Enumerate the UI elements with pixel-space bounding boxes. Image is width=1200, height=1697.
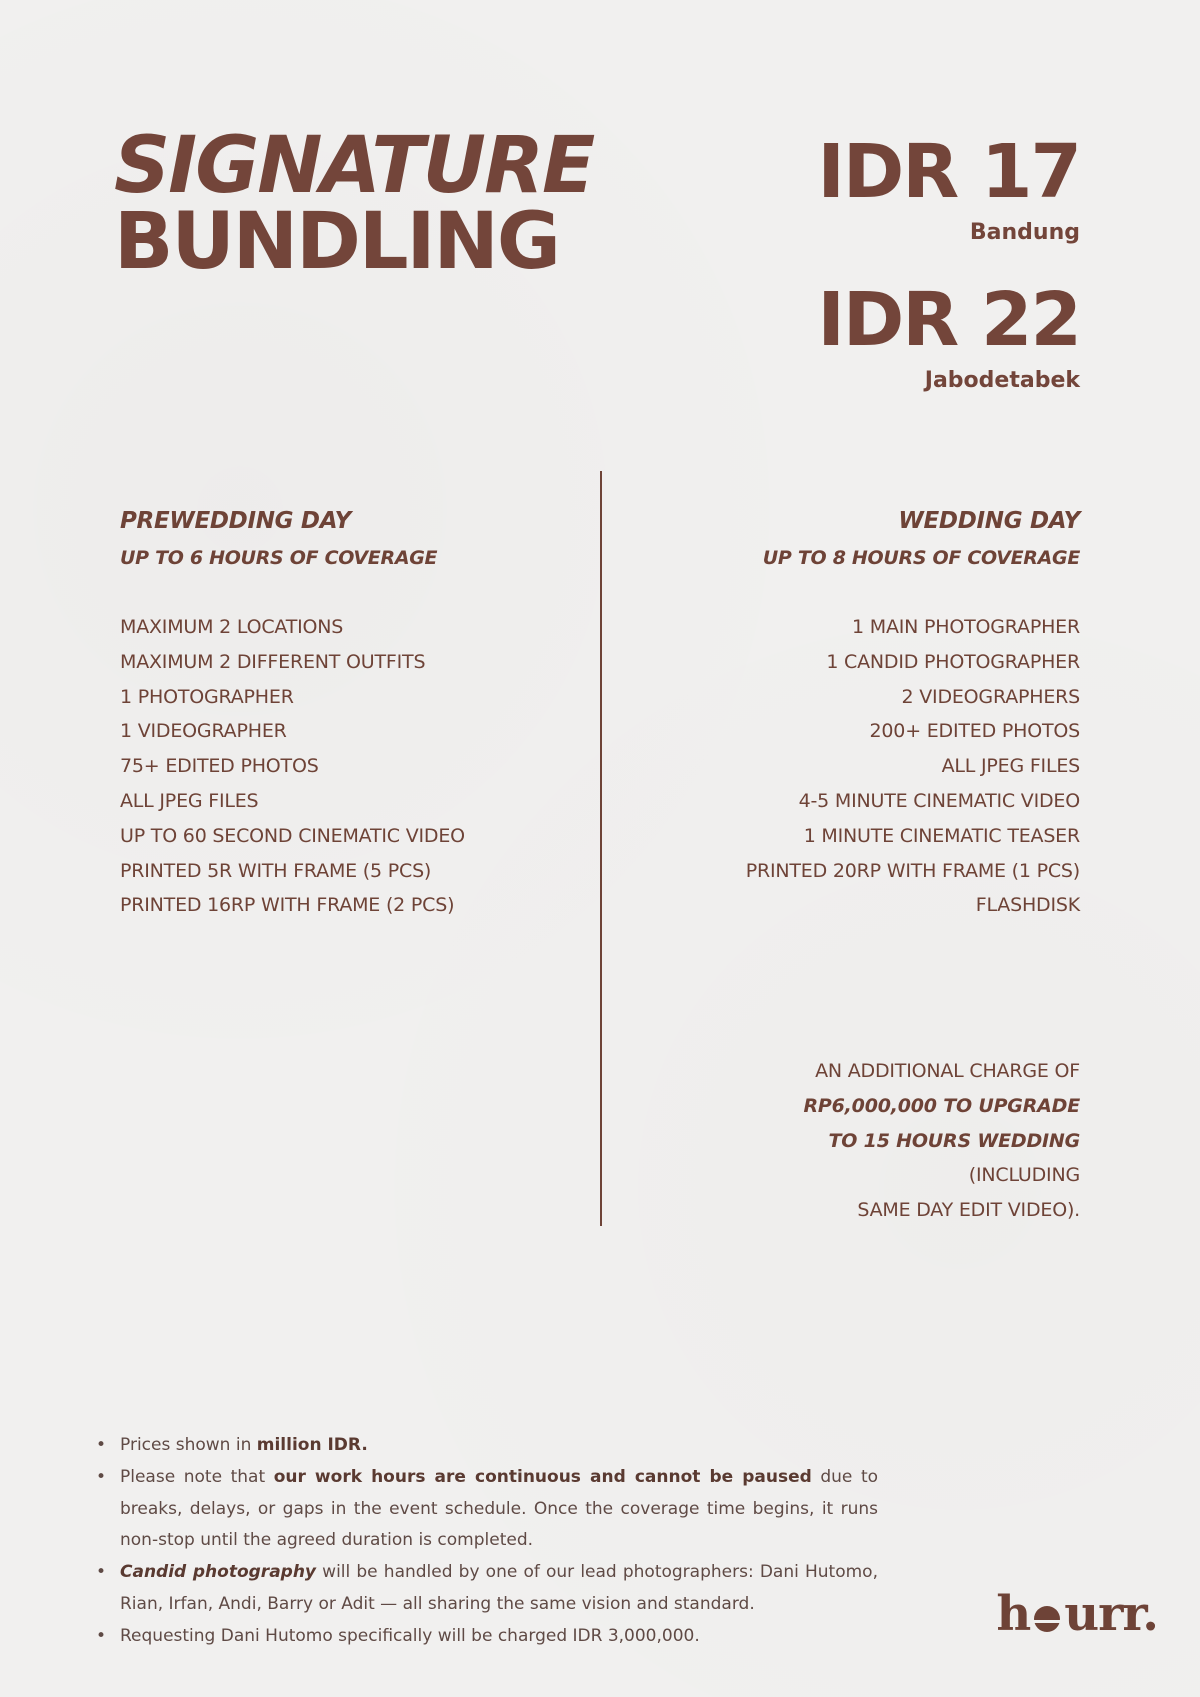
note-text: Prices shown in [120, 1435, 257, 1455]
note-text: Requesting Dani Hutomo specifically will be charged IDR 3,000,000. [120, 1625, 700, 1646]
price-region: Bandung [969, 220, 1080, 245]
upgrade-hours: TO 15 HOURS WEDDING [828, 1129, 1080, 1152]
list-item: 1 VIDEOGRAPHER [120, 720, 287, 743]
logo-text-start: h [996, 1586, 1031, 1642]
price-amount: IDR 22 [817, 277, 1080, 363]
list-item: MAXIMUM 2 DIFFERENT OUTFITS [120, 650, 426, 673]
list-item: ALL JPEG FILES [941, 755, 1080, 778]
list-item: 2 VIDEOGRAPHERS [901, 685, 1080, 708]
list-item: PRINTED 16RP WITH FRAME (2 PCS) [120, 894, 455, 917]
price-region: Jabodetabek [924, 368, 1080, 393]
upgrade-note [640, 1054, 1080, 1228]
price-jabodetabek [817, 277, 1080, 393]
sun-horizon-icon [1032, 1590, 1062, 1620]
note-bold: million IDR. [256, 1435, 368, 1455]
upgrade-line: AN ADDITIONAL CHARGE OF [815, 1060, 1080, 1082]
logo-text-end: urr. [1064, 1586, 1158, 1642]
list-item: 75+ EDITED PHOTOS [120, 755, 319, 778]
list-item: PRINTED 5R WITH FRAME (5 PCS) [120, 859, 432, 882]
prewedding-features [120, 610, 560, 923]
upgrade-line: SAME DAY EDIT VIDEO). [857, 1199, 1080, 1222]
list-item: ALL JPEG FILES [120, 789, 259, 812]
wedding-section [640, 505, 1080, 923]
list-item: 1 MINUTE CINEMATIC TEASER [803, 824, 1080, 847]
note-work-hours [92, 1462, 878, 1557]
list-item: FLASHDISK [975, 894, 1080, 917]
list-item: UP TO 60 SECOND CINEMATIC VIDEO [120, 824, 465, 847]
note-text: will be handled by one of our lead photographers: Dani Hutomo, Rian, Irfan, Andi, Barry or Adit — all sharing the same vision and standard. [120, 1562, 878, 1614]
list-item: MAXIMUM 2 LOCATIONS [120, 616, 344, 638]
price-bandung [817, 129, 1080, 245]
wedding-features [640, 610, 1080, 923]
prewedding-section [120, 505, 560, 923]
list-item: 4-5 MINUTE CINEMATIC VIDEO [798, 789, 1080, 812]
note-text: due to breaks, delays, or gaps in the event schedule. Once the coverage time begins, it runs non-stop until the agreed duration is completed. [120, 1466, 879, 1551]
title-line-bundling: BUNDLING [114, 197, 559, 287]
note-request [92, 1621, 878, 1653]
footnotes [92, 1430, 878, 1653]
page-title [114, 121, 594, 287]
prewedding-heading: PREWEDDING DAY [120, 508, 351, 534]
column-divider [600, 471, 602, 1226]
note-text: Please note that [120, 1466, 274, 1487]
title-line-signature: SIGNATURE [114, 121, 594, 211]
note-candid [92, 1557, 878, 1621]
list-item: 1 PHOTOGRAPHER [120, 685, 294, 708]
price-amount: IDR 17 [817, 129, 1080, 215]
prewedding-coverage: UP TO 6 HOURS OF COVERAGE [120, 547, 438, 569]
note-bold: Candid photography [120, 1562, 317, 1583]
list-item: 200+ EDITED PHOTOS [869, 720, 1080, 743]
note-bold: our work hours are continuous and cannot be paused [273, 1466, 812, 1487]
list-item: 1 CANDID PHOTOGRAPHER [826, 650, 1080, 673]
upgrade-line: (INCLUDING [968, 1164, 1080, 1187]
note-prices [92, 1430, 878, 1462]
brand-logo [996, 1586, 1158, 1642]
wedding-heading: WEDDING DAY [898, 508, 1080, 534]
list-item: 1 MAIN PHOTOGRAPHER [852, 616, 1080, 638]
wedding-coverage: UP TO 8 HOURS OF COVERAGE [762, 547, 1080, 569]
list-item: PRINTED 20RP WITH FRAME (1 PCS) [745, 859, 1080, 882]
upgrade-price: RP6,000,000 TO UPGRADE [803, 1094, 1080, 1117]
